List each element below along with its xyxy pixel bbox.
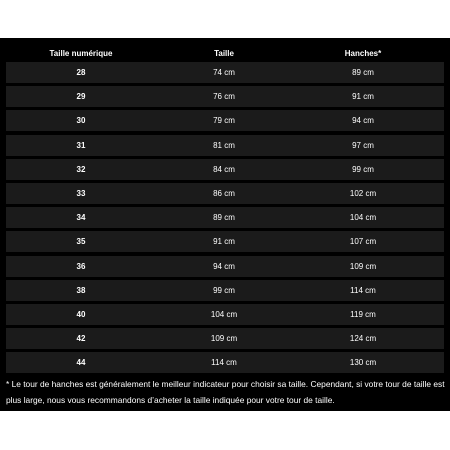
table-row bbox=[6, 256, 444, 277]
table-row bbox=[6, 135, 444, 156]
cell-numeric-size: 35 bbox=[76, 237, 86, 247]
cell-numeric-size: 30 bbox=[76, 116, 86, 126]
cell-waist: 79 cm bbox=[213, 116, 235, 126]
table-header bbox=[6, 46, 444, 62]
table-row bbox=[6, 304, 444, 325]
cell-numeric-size: 28 bbox=[76, 68, 86, 77]
table-body bbox=[6, 62, 444, 376]
cell-numeric-size: 29 bbox=[76, 92, 86, 102]
cell-hips: 97 cm bbox=[352, 140, 374, 150]
cell-numeric-size: 40 bbox=[76, 309, 86, 319]
cell-waist: 74 cm bbox=[213, 68, 235, 77]
cell-hips: 114 cm bbox=[350, 285, 376, 295]
cell-hips: 89 cm bbox=[352, 68, 374, 77]
table-row bbox=[6, 352, 444, 373]
cell-waist: 109 cm bbox=[210, 334, 238, 344]
cell-waist: 94 cm bbox=[213, 261, 235, 271]
cell-waist: 76 cm bbox=[213, 92, 235, 102]
cell-numeric-size: 31 bbox=[76, 140, 86, 150]
table-row bbox=[6, 110, 444, 131]
cell-hips: 94 cm bbox=[352, 116, 374, 126]
cell-waist: 104 cm bbox=[210, 309, 238, 319]
cell-hips: 99 cm bbox=[352, 164, 374, 174]
header-waist: Taille bbox=[214, 49, 234, 58]
table-row bbox=[6, 207, 444, 228]
cell-numeric-size: 38 bbox=[76, 285, 86, 295]
cell-waist: 91 cm bbox=[213, 237, 235, 247]
cell-hips: 91 cm bbox=[352, 92, 374, 102]
cell-waist: 89 cm bbox=[213, 213, 235, 223]
table-row bbox=[6, 183, 444, 204]
cell-hips: 107 cm bbox=[349, 237, 377, 247]
cell-waist: 86 cm bbox=[213, 188, 235, 198]
table-row bbox=[6, 86, 444, 107]
cell-waist: 84 cm bbox=[213, 164, 235, 174]
size-chart-panel bbox=[0, 38, 450, 411]
cell-hips: 130 cm bbox=[349, 358, 377, 368]
cell-numeric-size: 33 bbox=[76, 188, 86, 198]
cell-hips: 119 cm bbox=[350, 309, 376, 319]
cell-hips: 102 cm bbox=[349, 188, 377, 198]
cell-waist: 114 cm bbox=[211, 358, 237, 368]
cell-numeric-size: 42 bbox=[76, 334, 86, 344]
footnote: * Le tour de hanches est généralement le meilleur indicateur pour choisir sa taille. Cependant, si votre tour de taille est plus large, nous vous recommandons d’acheter la taille indiquée pour votre tour de taille. bbox=[6, 379, 445, 405]
table-row bbox=[6, 328, 444, 349]
cell-waist: 99 cm bbox=[213, 285, 235, 295]
cell-numeric-size: 32 bbox=[76, 164, 86, 174]
cell-numeric-size: 34 bbox=[76, 213, 86, 223]
cell-hips: 109 cm bbox=[349, 261, 377, 271]
table-row bbox=[6, 62, 444, 83]
cell-hips: 104 cm bbox=[349, 213, 377, 223]
table-row bbox=[6, 159, 444, 180]
table-row bbox=[6, 231, 444, 252]
cell-hips: 124 cm bbox=[349, 334, 377, 344]
cell-numeric-size: 44 bbox=[76, 358, 86, 368]
header-hips: Hanches* bbox=[344, 49, 382, 58]
header-numeric-size: Taille numérique bbox=[49, 49, 113, 58]
cell-waist: 81 cm bbox=[213, 140, 235, 150]
cell-numeric-size: 36 bbox=[76, 261, 86, 271]
table-row bbox=[6, 280, 444, 301]
